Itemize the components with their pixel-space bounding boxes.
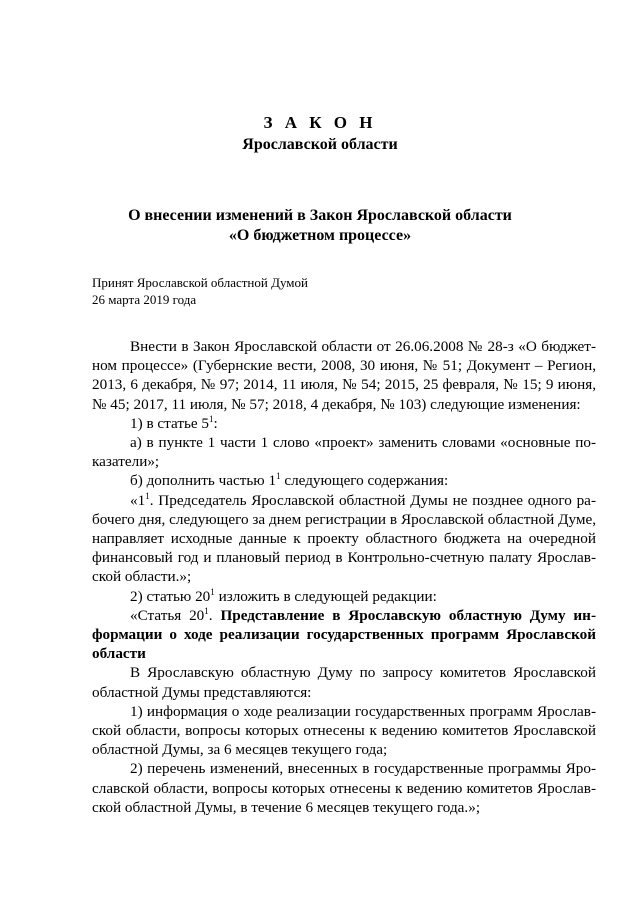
superscript: 1 xyxy=(210,586,215,597)
text-fragment: б) дополнить частью 1 xyxy=(130,472,277,490)
body-paragraph xyxy=(92,606,596,664)
law-region: Ярославской области xyxy=(242,136,398,153)
law-title: З А К О Н xyxy=(263,113,377,132)
text-fragment: 1) в статье 5 xyxy=(130,414,210,432)
law-subject-line-2: «О бюджетном процессе» xyxy=(228,227,412,244)
superscript: 1 xyxy=(209,413,214,424)
superscript: 1 xyxy=(276,471,281,482)
text-fragment: . Председатель Ярославской областной Думы не позднее одного рабочего дня, следующего за днем регистрации в Ярославской областной Думе, направляет исходные данные к проекту областного бюджета на очередной финансовый год и плановый период в Контрольно-счетную палату Ярославской области.»; xyxy=(92,491,596,586)
text-fragment: 2) статью 20 xyxy=(130,587,211,605)
adoption-note xyxy=(92,274,308,308)
text-fragment: . xyxy=(208,606,221,624)
superscript: 1 xyxy=(145,490,150,501)
superscript: 1 xyxy=(204,605,209,616)
body-paragraph: Внести в Закон Ярославской области от 26.06.2008 № 28-з «О бюджетном процессе» (Губернские вести, 2008, 30 июня, № 51; Документ – Регион, 2013, 6 декабря, № 97; 2014, 11 июля, № 54; 2015, 25 февраля, № 15; 9 июня, № 45; 2017, 11 июля, № 57; 2018, 4 декабря, № 103) следующие изменения: xyxy=(92,338,596,413)
body-paragraph: 2) перечень изменений, внесенных в государственные программы Ярославской области, вопросы которых отнесены к ведению комитетов Ярославской областной Думы, в течение 6 месяцев текущего года.»; xyxy=(92,760,596,816)
text-fragment: «1 xyxy=(130,491,146,509)
law-subject-line-1: О внесении изменений в Закон Ярославской области xyxy=(128,207,512,224)
body-paragraph xyxy=(92,414,596,433)
article-heading: Представление в Ярославскую областную Думу информации о ходе реализации государственных программ Ярославской области xyxy=(92,606,596,663)
law-subject xyxy=(0,206,640,246)
body-paragraph: 1) информация о ходе реализации государственных программ Ярославской области, вопросы которых отнесены к ведению комитетов Ярославской областной Думы, за 6 месяцев текущего года; xyxy=(92,702,596,759)
body-paragraph xyxy=(92,491,596,587)
text-fragment: следующего содержания: xyxy=(280,472,449,490)
text-fragment: «Статья 20 xyxy=(130,606,205,624)
body-paragraph xyxy=(92,587,596,606)
body-paragraph: В Ярославскую областную Думу по запросу комитетов Ярославской областной Думы представляются: xyxy=(92,664,596,701)
adoption-date: 26 марта 2019 года xyxy=(92,292,197,307)
law-body xyxy=(92,337,596,817)
text-fragment: изложить в следующей редакции: xyxy=(214,587,437,605)
adoption-body: Принят Ярославской областной Думой xyxy=(92,275,308,290)
body-paragraph: а) в пункте 1 части 1 слово «проект» заменить словами «основные показатели»; xyxy=(92,434,596,471)
text-fragment: : xyxy=(213,414,218,432)
body-paragraph xyxy=(92,471,596,490)
